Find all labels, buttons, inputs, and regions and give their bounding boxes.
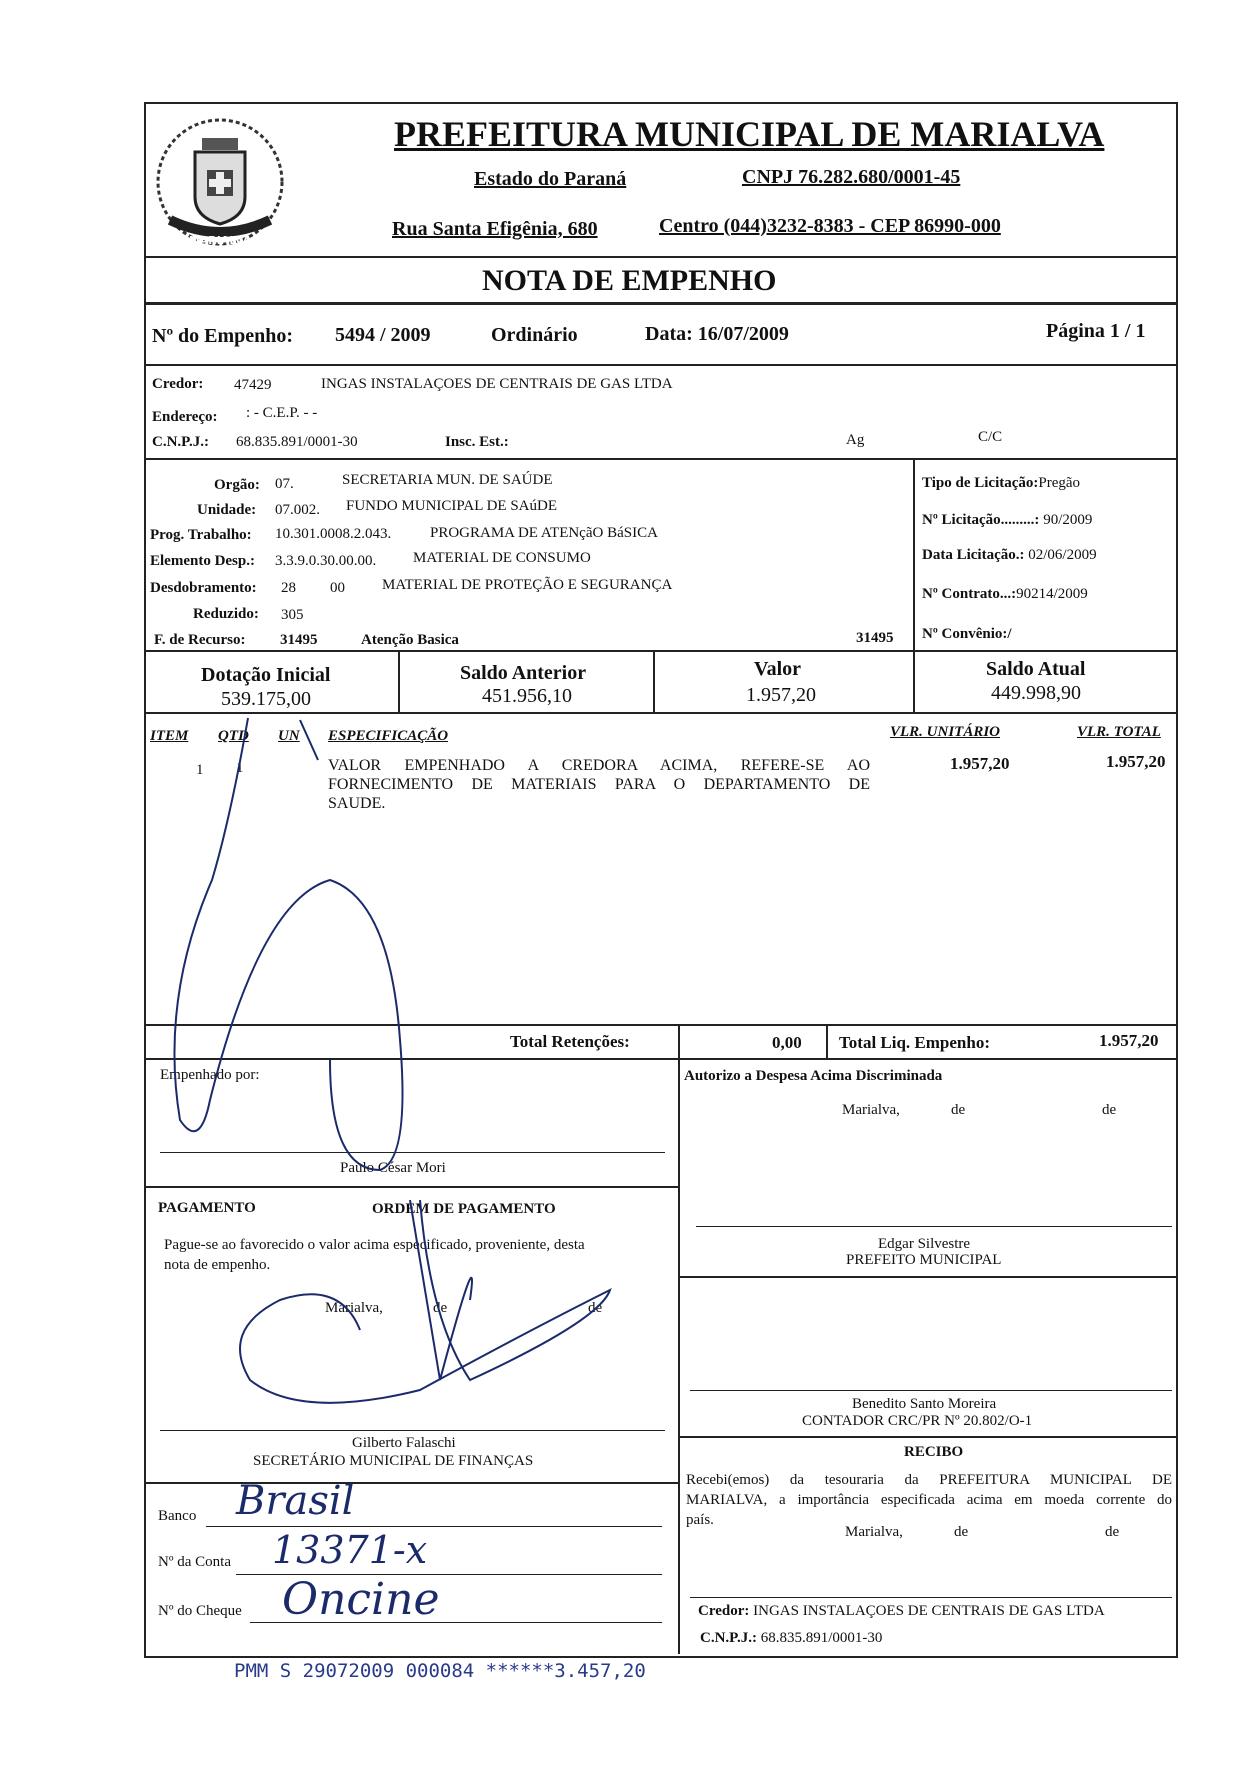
recurso-code: 31495 bbox=[280, 632, 318, 648]
page-number: Página 1 / 1 bbox=[1046, 320, 1146, 342]
secretario-title: SECRETÁRIO MUNICIPAL DE FINANÇAS bbox=[253, 1453, 534, 1469]
desdobramento-code1: 28 bbox=[281, 580, 296, 596]
unidade-label: Unidade: bbox=[197, 502, 257, 518]
credor-label: Credor: bbox=[152, 376, 204, 392]
reduzido-label: Reduzido: bbox=[193, 606, 259, 622]
recurso-code-2: 31495 bbox=[856, 630, 894, 646]
numero-licitacao-label: Nº Licitação.........: bbox=[922, 512, 1040, 528]
empenhado-name: Paulo César Mori bbox=[340, 1160, 446, 1176]
numero-convenio: Nº Convênio:/ bbox=[922, 626, 1012, 642]
pagamento-label: PAGAMENTO bbox=[158, 1200, 256, 1216]
saldo-anterior-value: 451.956,10 bbox=[482, 685, 572, 707]
autorizo-de1: de bbox=[951, 1102, 966, 1118]
empenhado-por-label: Empenhado por: bbox=[160, 1067, 260, 1083]
cheque-handwritten: Oncine bbox=[282, 1574, 440, 1625]
autorizo-de2: de bbox=[1102, 1102, 1117, 1118]
empenho-type: Ordinário bbox=[491, 324, 578, 346]
total-liq-value: 1.957,20 bbox=[1099, 1031, 1159, 1050]
prefeito-name: Edgar Silvestre bbox=[878, 1236, 971, 1252]
orgao-code: 07. bbox=[275, 476, 294, 492]
banco-handwritten: Brasil bbox=[236, 1478, 355, 1524]
cnpj-label: C.N.P.J.: bbox=[152, 434, 209, 450]
elemento-name: MATERIAL DE CONSUMO bbox=[413, 550, 591, 566]
endereco-label: Endereço: bbox=[152, 409, 218, 425]
recibo-city: Marialva, bbox=[845, 1524, 903, 1540]
desdobramento-label: Desdobramento: bbox=[150, 580, 257, 596]
autorizo-city: Marialva, bbox=[842, 1102, 900, 1118]
municipality-title: PREFEITURA MUNICIPAL DE MARIALVA bbox=[394, 114, 1105, 154]
saldo-anterior-label: Saldo Anterior bbox=[460, 662, 587, 684]
cc-label: C/C bbox=[978, 429, 1003, 445]
endereco-value: : - C.E.P. - - bbox=[246, 405, 318, 421]
col-un: UN bbox=[278, 728, 300, 744]
elemento-code: 3.3.9.0.30.00.00. bbox=[275, 553, 377, 569]
numero-contrato-label: Nº Contrato...: bbox=[922, 586, 1017, 602]
pagamento-text2: nota de empenho. bbox=[164, 1257, 271, 1273]
saldo-atual-label: Saldo Atual bbox=[986, 658, 1086, 680]
ordem-pagamento-label: ORDEM DE PAGAMENTO bbox=[372, 1201, 556, 1217]
empenho-number-label: Nº do Empenho: bbox=[152, 325, 294, 347]
contador-name: Benedito Santo Moreira bbox=[852, 1396, 997, 1412]
row-desc-line1: VALOR EMPENHADO A CREDORA ACIMA, REFERE-SE AO bbox=[328, 757, 870, 774]
row-total-value: 1.957,20 bbox=[1106, 752, 1166, 771]
saldo-atual-value: 449.998,90 bbox=[991, 682, 1081, 704]
contact-line: Centro (044)3232-8383 - CEP 86990-000 bbox=[659, 215, 1001, 237]
numero-contrato-value: 90214/2009 bbox=[1016, 586, 1088, 602]
tipo-licitacao-label: Tipo de Licitação: bbox=[922, 475, 1039, 491]
pagamento-text1: Pague-se ao favorecido o valor acima especificado, proveniente, desta bbox=[164, 1237, 585, 1253]
data-licitacao-value: 02/06/2009 bbox=[1028, 547, 1097, 563]
ag-label: Ag bbox=[846, 432, 865, 448]
payment-stamp: PMM S 29072009 000084 ******3.457,20 bbox=[234, 1660, 646, 1682]
recibo-text1: Recebi(emos) da tesouraria da PREFEITURA MUNICIPAL DE bbox=[686, 1472, 1172, 1488]
recibo-de1: de bbox=[954, 1524, 969, 1540]
dotacao-label: Dotação Inicial bbox=[201, 664, 331, 686]
credor-name: INGAS INSTALAÇOES DE CENTRAIS DE GAS LTDA bbox=[321, 376, 673, 392]
recibo-credor-name: INGAS INSTALAÇOES DE CENTRAIS DE GAS LTDA bbox=[753, 1603, 1105, 1619]
numero-licitacao-value: 90/2009 bbox=[1043, 512, 1093, 528]
prog-label: Prog. Trabalho: bbox=[150, 527, 252, 543]
contador-title: CONTADOR CRC/PR Nº 20.802/O-1 bbox=[802, 1413, 1033, 1429]
prog-name: PROGRAMA DE ATENçãO BáSICA bbox=[430, 525, 658, 541]
recibo-label: RECIBO bbox=[904, 1444, 964, 1460]
row-unit-value: 1.957,20 bbox=[950, 754, 1010, 773]
conta-handwritten: 13371-x bbox=[272, 1528, 428, 1572]
svg-text:MARIALVA: MARIALVA bbox=[188, 234, 252, 247]
conta-label: Nº da Conta bbox=[158, 1554, 231, 1570]
data-licitacao-label: Data Licitação.: bbox=[922, 547, 1025, 563]
reduzido-value: 305 bbox=[281, 607, 304, 623]
row-qtd: 1 bbox=[236, 760, 244, 776]
valor-value: 1.957,20 bbox=[746, 684, 816, 706]
pagamento-de1: de bbox=[433, 1300, 448, 1316]
cheque-label: Nº do Cheque bbox=[158, 1603, 242, 1619]
col-especificacao: ESPECIFICAÇÃO bbox=[328, 728, 449, 744]
empenho-date: Data: 16/07/2009 bbox=[645, 323, 789, 345]
row-desc-line2: FORNECIMENTO DE MATERIAIS PARA O DEPARTAMENTO DE bbox=[328, 776, 870, 793]
valor-label: Valor bbox=[754, 658, 802, 680]
empenho-number: 5494 / 2009 bbox=[335, 324, 431, 346]
dotacao-value: 539.175,00 bbox=[221, 688, 311, 710]
prog-code: 10.301.0008.2.043. bbox=[275, 526, 392, 542]
unidade-code: 07.002. bbox=[275, 502, 320, 518]
credor-cnpj: 68.835.891/0001-30 bbox=[236, 434, 358, 450]
row-desc-line3: SAUDE. bbox=[328, 795, 386, 812]
col-vlr-total: VLR. TOTAL bbox=[1077, 724, 1161, 740]
col-vlr-unitario: VLR. UNITÁRIO bbox=[890, 724, 1001, 740]
pagamento-city: Marialva, bbox=[325, 1300, 383, 1316]
pagamento-de2: de bbox=[588, 1300, 603, 1316]
desdobramento-name: MATERIAL DE PROTEÇÃO E SEGURANÇA bbox=[382, 577, 673, 593]
total-retencoes-value: 0,00 bbox=[772, 1033, 802, 1052]
row-item: 1 bbox=[196, 762, 204, 778]
prefeito-title: PREFEITO MUNICIPAL bbox=[846, 1252, 1002, 1268]
address-line: Rua Santa Efigênia, 680 bbox=[392, 218, 598, 240]
elemento-label: Elemento Desp.: bbox=[150, 553, 255, 569]
total-liq-label: Total Liq. Empenho: bbox=[839, 1033, 990, 1052]
tipo-licitacao-value: Pregão bbox=[1038, 475, 1081, 491]
recibo-de2: de bbox=[1105, 1524, 1120, 1540]
unidade-name: FUNDO MUNICIPAL DE SAúDE bbox=[346, 498, 557, 514]
secretario-name: Gilberto Falaschi bbox=[352, 1435, 456, 1451]
recibo-cnpj-label: C.N.P.J.: bbox=[700, 1630, 757, 1646]
desdobramento-code2: 00 bbox=[330, 580, 345, 596]
cnpj-header: CNPJ 76.282.680/0001-45 bbox=[742, 166, 961, 188]
col-item: ITEM bbox=[150, 728, 189, 744]
recibo-cnpj-value: 68.835.891/0001-30 bbox=[760, 1630, 883, 1646]
banco-label: Banco bbox=[158, 1508, 197, 1524]
recibo-text3: país. bbox=[686, 1512, 714, 1528]
orgao-label: Orgão: bbox=[214, 477, 260, 493]
recibo-text2: MARIALVA, a importância especificada acima em moeda corrente do bbox=[686, 1492, 1172, 1508]
insc-est-label: Insc. Est.: bbox=[445, 434, 509, 450]
credor-code: 47429 bbox=[234, 377, 272, 393]
state-label: Estado do Paraná bbox=[474, 168, 627, 190]
recibo-credor-label: Credor: bbox=[698, 1603, 750, 1619]
recurso-label: F. de Recurso: bbox=[154, 632, 246, 648]
col-qtd: QTD bbox=[218, 728, 249, 744]
document-title: NOTA DE EMPENHO bbox=[482, 264, 777, 297]
recurso-name: Atenção Basica bbox=[361, 632, 459, 648]
autorizo-label: Autorizo a Despesa Acima Discriminada bbox=[684, 1068, 943, 1084]
crest-lettering bbox=[189, 234, 252, 247]
orgao-name: SECRETARIA MUN. DE SAÚDE bbox=[342, 472, 553, 488]
total-retencoes-label: Total Retenções: bbox=[510, 1032, 630, 1051]
